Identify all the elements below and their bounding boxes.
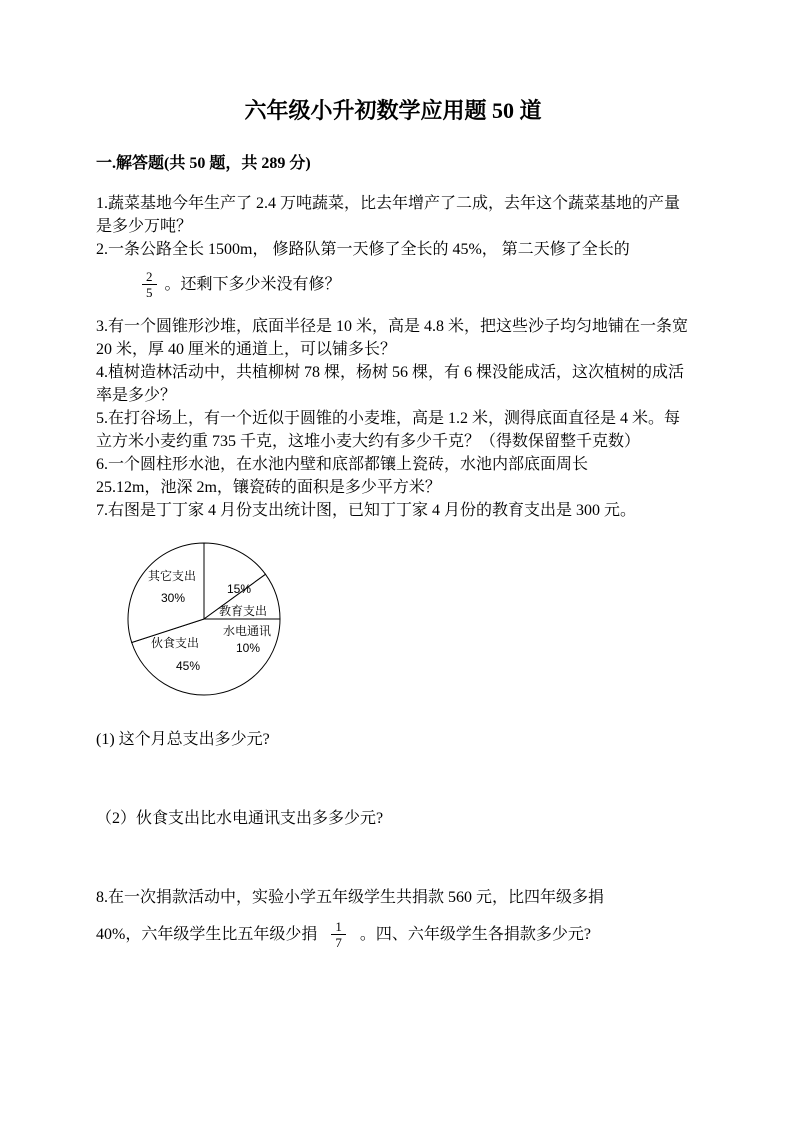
question-3: 3.有一个圆锥形沙堆，底面半径是 10 米，高是 4.8 米，把这些沙子均匀地铺在一条宽 20 米，厚 40 厘米的通道上，可以铺多长？ <box>96 318 689 358</box>
question-8-line1: 8.在一次捐款活动中，实验小学五年级学生共捐款 560 元，比四年级多捐 <box>96 889 605 906</box>
fraction-denominator: 7 <box>335 934 342 950</box>
question-7-sub-1: (1) 这个月总支出多少元? <box>96 731 270 748</box>
fraction-two-fifths <box>142 269 157 300</box>
question-7-sub-2: （2）伙食支出比水电通讯支出多多少元? <box>96 810 384 827</box>
question-7: 7.右图是丁丁家 4 月份支出统计图，已知丁丁家 4 月份的教育支出是 300 元。 <box>96 502 637 519</box>
question-8-line2-lead: 40%，六年级学生比五年级少捐 <box>96 925 318 943</box>
pie-label-food: 伙食支出 <box>150 636 200 650</box>
question-2-tail: 。还剩下多少米没有修？ <box>164 275 341 293</box>
pie-label-other-pct: 30% <box>160 591 186 605</box>
question-4: 4.植树造林活动中，共植柳树 78 棵，杨树 56 棵，有 6 棵没能成活，这次植树的成活率是多少？ <box>96 364 685 404</box>
question-2-fraction-line <box>96 267 690 301</box>
section-header: 一.解答题(共 50 题，共 289 分) <box>96 155 311 172</box>
pie-label-utilities-pct: 10% <box>235 641 261 655</box>
question-8-line2 <box>96 917 690 951</box>
fraction-numerator: 1 <box>331 919 346 935</box>
question-1: 1.蔬菜基地今年生产了 2.4 万吨蔬菜，比去年增产了二成，去年这个蔬菜基地的产量是多少万吨？ <box>96 195 681 235</box>
pie-label-utilities: 水电通讯 <box>222 624 272 638</box>
pie-label-food-pct: 45% <box>175 659 201 673</box>
fraction-numerator: 2 <box>142 269 157 285</box>
fraction-denominator: 5 <box>146 284 153 300</box>
page-title: 六年级小升初数学应用题 50 道 <box>244 98 542 123</box>
question-6-line1: 6.一个圆柱形水池，在水池内壁和底部都镶上瓷砖，水池内部底面周长 <box>96 456 589 473</box>
question-6-line2: 25.12m，池深 2m，镶瓷砖的面积是多少平方米？ <box>96 479 441 496</box>
pie-chart <box>126 542 296 702</box>
question-8-line2-tail: 。四、六年级学生各捐款多少元? <box>359 925 591 943</box>
question-5: 5.在打谷场上，有一个近似于圆锥的小麦堆，高是 1.2 米，测得底面直径是 4 米。每立方米小麦约重 735 千克，这堆小麦大约有多少千克？（得数保留整千克数） <box>96 410 681 450</box>
pie-label-education: 教育支出 <box>218 604 268 618</box>
pie-label-education-pct: 15% <box>226 582 252 596</box>
pie-label-other: 其它支出 <box>147 569 197 583</box>
fraction-one-seventh <box>331 919 346 950</box>
question-2: 2.一条公路全长 1500m， 修路队第一天修了全长的 45%， 第二天修了全长的 <box>96 241 630 258</box>
pie-slices-svg <box>126 542 286 702</box>
